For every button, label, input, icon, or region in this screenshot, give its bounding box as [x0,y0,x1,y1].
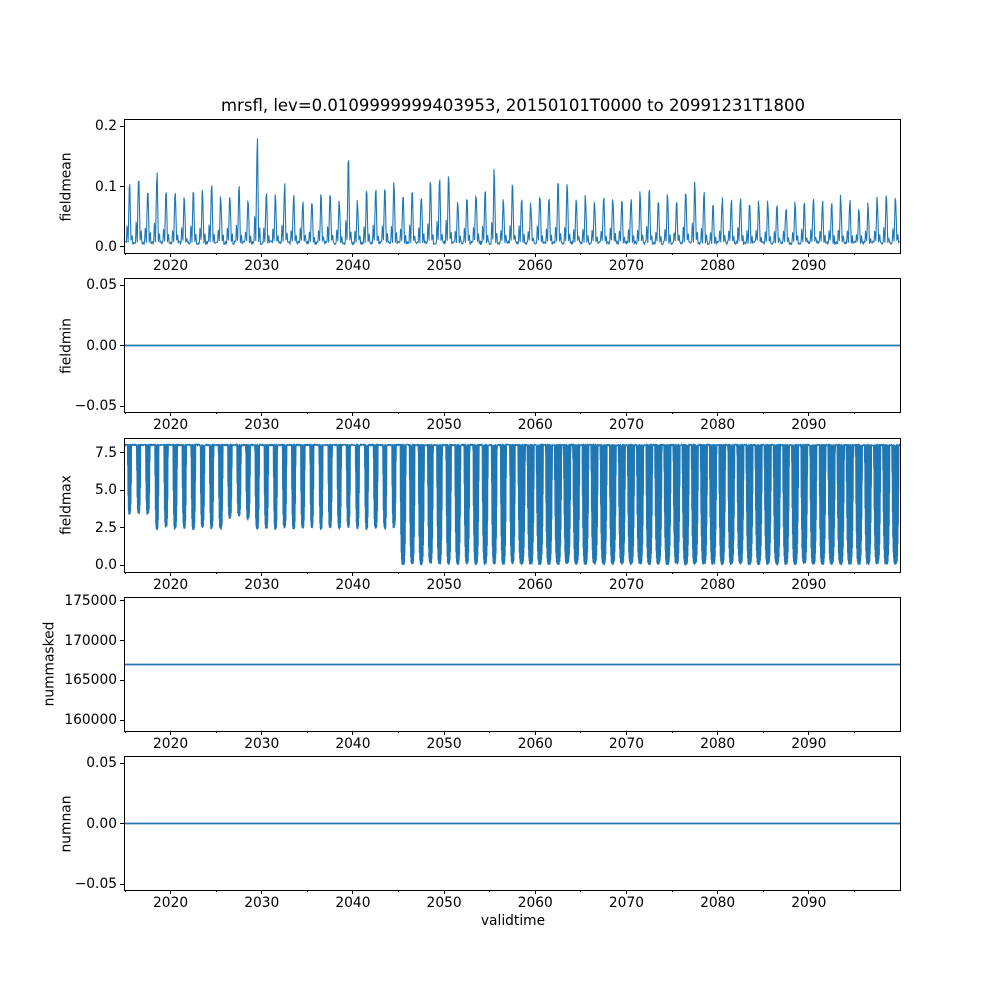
y-tick [120,527,124,528]
x-major-tick [352,731,353,735]
x-major-tick [444,572,445,576]
fieldmean-plot-area [125,120,900,253]
x-tick-label: 2030 [244,895,280,912]
x-tick-label: 2070 [608,258,645,274]
x-major-tick [261,572,262,576]
x-minor-tick [307,572,308,574]
x-tick-label: 2060 [517,258,553,274]
x-major-tick [808,572,809,576]
x-minor-tick [216,572,217,574]
x-major-tick [170,890,171,894]
x-tick-label: 2050 [426,895,462,912]
x-tick-label: 2080 [700,576,736,593]
x-minor-tick [216,253,217,255]
fieldmax-plot-area [125,439,900,572]
x-major-tick [170,253,171,257]
x-minor-tick [763,412,764,414]
x-minor-tick [672,890,673,892]
x-major-tick [808,731,809,735]
axes-fieldmean [124,119,901,254]
x-minor-tick [307,412,308,414]
x-major-tick [261,890,262,894]
x-minor-tick [580,253,581,255]
x-minor-tick [489,890,490,892]
x-tick-label: 2080 [700,417,736,434]
x-tick-label: 2080 [700,895,736,912]
y-tick-label: 165000 [64,672,117,689]
x-tick-label: 2040 [335,735,371,752]
x-minor-tick [854,731,855,733]
x-tick-label: 2030 [244,576,280,593]
y-tick-label: −0.05 [74,398,117,415]
x-major-tick [352,572,353,576]
x-minor-tick [763,731,764,733]
y-tick-label: 0.0 [95,238,117,255]
y-tick-label: 0.2 [95,118,117,135]
y-tick [120,565,124,566]
x-minor-tick [580,890,581,892]
x-tick-label: 2060 [517,895,553,912]
y-tick [120,720,124,721]
x-minor-tick [398,890,399,892]
x-minor-tick [307,253,308,255]
y-tick [120,680,124,681]
axes-numnan [124,756,901,891]
x-tick-label: 2030 [244,258,280,274]
x-minor-tick [125,572,126,574]
x-minor-tick [854,890,855,892]
y-tick-label: 0.00 [86,337,117,354]
x-tick-label: 2030 [244,417,280,434]
x-minor-tick [763,572,764,574]
x-minor-tick [125,412,126,414]
x-minor-tick [398,731,399,733]
x-major-tick [626,412,627,416]
y-tick [120,186,124,187]
x-tick-label: 2070 [608,895,645,912]
x-tick-label: 2040 [335,417,371,434]
x-major-tick [626,572,627,576]
x-minor-tick [580,731,581,733]
x-minor-tick [763,253,764,255]
x-major-tick [535,731,536,735]
x-major-tick [444,731,445,735]
x-axis-label: validtime [480,913,546,929]
x-minor-tick [398,412,399,414]
y-tick-label: 2.5 [95,519,117,536]
x-tick-label: 2090 [791,735,827,752]
x-major-tick [535,253,536,257]
y-tick-label: 175000 [64,592,117,609]
axes-fieldmin [124,278,901,413]
x-minor-tick [125,731,126,733]
x-minor-tick [763,890,764,892]
x-minor-tick [307,890,308,892]
y-tick-label: 7.5 [95,444,117,461]
x-minor-tick [672,731,673,733]
x-major-tick [535,572,536,576]
x-tick-label: 2070 [608,417,645,434]
y-tick [120,345,124,346]
x-major-tick [444,412,445,416]
x-tick-label: 2030 [244,735,280,752]
x-major-tick [444,253,445,257]
x-minor-tick [216,412,217,414]
x-tick-label: 2020 [153,417,189,434]
x-tick-label: 2080 [700,258,736,274]
y-tick [120,126,124,127]
y-axis-label-fieldmin: fieldmin [58,317,74,374]
x-major-tick [717,253,718,257]
x-major-tick [261,412,262,416]
numnan-plot-area [125,757,900,890]
fieldmean-line [125,139,899,245]
x-major-tick [352,253,353,257]
y-tick-label: 170000 [64,632,117,649]
y-tick [120,763,124,764]
y-tick [120,490,124,491]
x-major-tick [717,572,718,576]
x-minor-tick [672,572,673,574]
x-minor-tick [398,253,399,255]
x-tick-label: 2080 [700,735,736,752]
y-tick [120,406,124,407]
y-axis-label-nummasked: nummasked [41,622,57,707]
x-minor-tick [854,412,855,414]
x-tick-label: 2070 [608,735,645,752]
x-tick-label: 2020 [153,258,189,274]
x-tick-label: 2060 [517,735,553,752]
x-tick-label: 2090 [791,417,827,434]
y-tick [120,823,124,824]
y-tick-label: −0.05 [74,876,117,893]
y-tick [120,452,124,453]
y-tick-label: 160000 [64,712,117,729]
x-major-tick [626,253,627,257]
x-major-tick [717,890,718,894]
fieldmin-plot-area [125,279,900,412]
y-axis-label-fieldmean: fieldmean [58,152,74,221]
y-axis-label-numnan: numnan [58,795,74,853]
x-tick-label: 2020 [153,895,189,912]
x-minor-tick [216,890,217,892]
axes-fieldmax [124,438,901,573]
x-tick-label: 2020 [153,576,189,593]
y-tick [120,640,124,641]
y-tick [120,884,124,885]
x-minor-tick [398,572,399,574]
x-tick-label: 2050 [426,258,462,274]
x-tick-label: 2040 [335,258,371,274]
x-major-tick [535,412,536,416]
nummasked-plot-area [125,598,900,731]
x-minor-tick [580,412,581,414]
x-minor-tick [672,253,673,255]
y-tick-label: 5.0 [95,482,117,499]
x-minor-tick [580,572,581,574]
fieldmax-line [125,444,900,565]
x-minor-tick [125,890,126,892]
x-minor-tick [489,253,490,255]
x-major-tick [261,731,262,735]
y-tick [120,600,124,601]
x-tick-label: 2060 [517,417,553,434]
y-tick-label: 0.05 [86,755,117,772]
x-tick-label: 2090 [791,258,827,274]
x-major-tick [170,412,171,416]
y-tick-label: 0.00 [86,815,117,832]
x-major-tick [352,890,353,894]
x-major-tick [808,253,809,257]
y-tick [120,246,124,247]
x-minor-tick [125,253,126,255]
chart-title: mrsfl, lev=0.0109999999403953, 20150101T0000 to 20991231T1800 [220,96,806,115]
x-minor-tick [489,572,490,574]
axes-nummasked [124,597,901,732]
x-tick-label: 2090 [791,895,827,912]
x-tick-label: 2070 [608,576,645,593]
x-tick-label: 2040 [335,895,371,912]
x-minor-tick [489,731,490,733]
x-minor-tick [672,412,673,414]
x-tick-label: 2050 [426,417,462,434]
x-major-tick [717,731,718,735]
x-major-tick [444,890,445,894]
x-tick-label: 2020 [153,735,189,752]
y-axis-label-fieldmax: fieldmax [58,475,74,536]
y-tick-label: 0.0 [95,557,117,574]
x-major-tick [626,731,627,735]
y-tick [120,285,124,286]
x-minor-tick [489,412,490,414]
x-major-tick [170,572,171,576]
x-major-tick [170,731,171,735]
x-minor-tick [854,253,855,255]
x-major-tick [535,890,536,894]
x-major-tick [261,253,262,257]
x-minor-tick [216,731,217,733]
x-major-tick [626,890,627,894]
x-tick-label: 2040 [335,576,371,593]
x-tick-label: 2050 [426,576,462,593]
x-major-tick [717,412,718,416]
x-tick-label: 2060 [517,576,553,593]
x-tick-label: 2090 [791,576,827,593]
x-major-tick [808,890,809,894]
x-tick-label: 2050 [426,735,462,752]
x-major-tick [808,412,809,416]
x-major-tick [352,412,353,416]
y-tick-label: 0.05 [86,277,117,294]
x-minor-tick [307,731,308,733]
x-minor-tick [854,572,855,574]
y-tick-label: 0.1 [95,178,117,195]
